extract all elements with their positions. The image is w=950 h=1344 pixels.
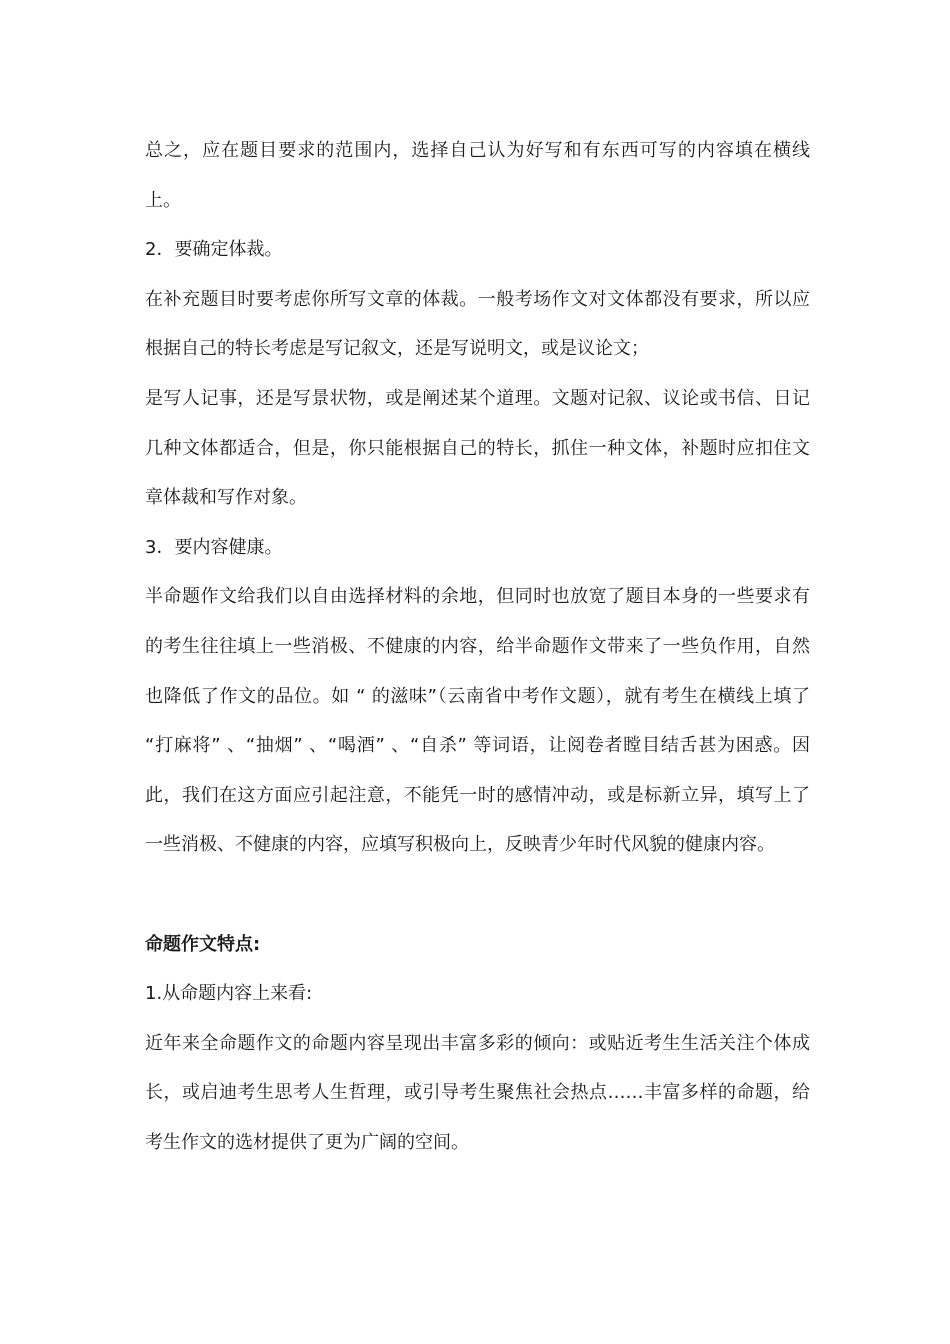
document-body [145, 126, 810, 1167]
item-2-title: 2．要确定体裁。 [145, 239, 283, 261]
item-3-title: 3．要内容健康。 [145, 536, 283, 558]
item-2-paragraph-1: 在补充题目时要考虑你所写文章的体裁。一般考场作文对文体都没有要求，所以应根据自己的特长考虑是写记叙文，还是写说明文，或是议论文； [145, 288, 810, 360]
section2-item-1-paragraph-1: 近年来全命题作文的命题内容呈现出丰富多彩的倾向：或贴近考生生活关注个体成长，或启迪考生思考人生哲理，或引导考生聚焦社会热点……丰富多样的命题，给考生作文的选材提供了更为广阔的空间。 [145, 1032, 810, 1153]
item-3-paragraph-1: 半命题作文给我们以自由选择材料的余地，但同时也放宽了题目本身的一些要求有的考生往往填上一些消极、不健康的内容，给半命题作文带来了一些负作用，自然也降低了作文的品位。如 “ 的滋味”（云南省中考作文题），就有考生在横线上填了 “打麻将” 、“抽烟” 、“喝酒” 、“自杀” 等词语，让阅卷者瞠目结舌甚为困惑。因此，我们在这方面应引起注意，不能凭一时的感情冲动，或是标新立异，填写上了一些消极、不健康的内容，应填写积极向上，反映青少年时代风貌的健康内容。 [145, 586, 810, 856]
section-heading: 命题作文特点: [145, 933, 261, 955]
item-2-paragraph-2: 是写人记事，还是写景状物，或是阐述某个道理。文题对记叙、议论或书信、日记几种文体都适合，但是，你只能根据自己的特长，抓住一种文体，补题时应扣住文章体裁和写作对象。 [145, 387, 810, 509]
paragraph-conclusion: 总之，应在题目要求的范围内，选择自己认为好写和有东西可写的内容填在横线上。 [145, 140, 810, 211]
section-spacer [145, 870, 810, 920]
section2-item-1-title: 1.从命题内容上来看: [145, 983, 313, 1005]
